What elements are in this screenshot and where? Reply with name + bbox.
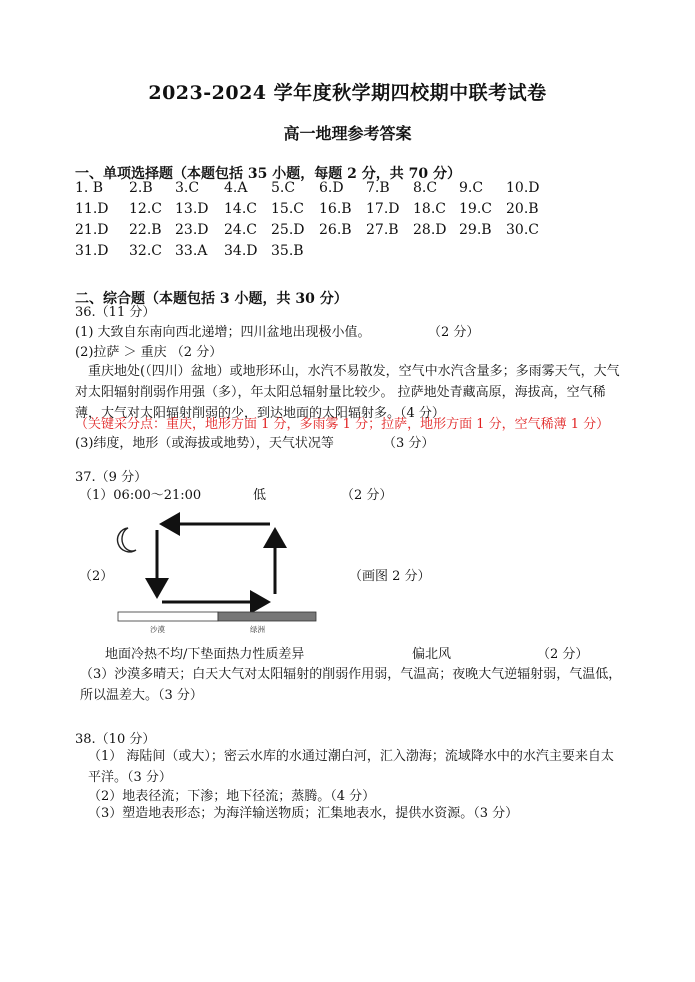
mc-answer: 2.B bbox=[129, 180, 153, 196]
q37-answer-2-text: 地面冷热不均/下垫面热力性质差异 bbox=[105, 647, 305, 662]
mc-answer: 11.D bbox=[75, 201, 109, 217]
oasis-label: 绿洲 bbox=[250, 625, 265, 634]
q36-answer-2: (2)拉萨 ＞ 重庆 （2 分） bbox=[75, 345, 223, 360]
part2-heading: 二、综合题（本题包括 3 小题，共 30 分） bbox=[75, 291, 348, 307]
mc-answer: 25.D bbox=[271, 222, 305, 238]
mc-answer: 15.C bbox=[271, 201, 304, 217]
q37-answer-2-label: （2） bbox=[79, 569, 114, 584]
q36-answer-3: (3)纬度，地形（或海拔或地势），天气状况等 bbox=[75, 436, 334, 451]
mc-answer: 3.C bbox=[175, 180, 200, 196]
q37-answer-1-label: （1）06:00～21:00 bbox=[79, 488, 202, 503]
mc-answer: 13.D bbox=[175, 201, 209, 217]
mc-answer: 30.C bbox=[506, 222, 539, 238]
q37-answer-1-score: （2 分） bbox=[341, 488, 393, 503]
part1-heading: 一、单项选择题（本题包括 35 小题，每题 2 分，共 70 分） bbox=[75, 166, 461, 182]
desert-ground bbox=[118, 612, 218, 621]
q38-title: 38.（10 分） bbox=[75, 732, 156, 747]
q37-answer-2-wind: 偏北风 bbox=[412, 647, 452, 662]
mc-answer: 5.C bbox=[271, 180, 296, 196]
oasis-ground bbox=[218, 612, 316, 621]
mc-answer: 4.A bbox=[224, 180, 248, 196]
mc-answer: 18.C bbox=[413, 201, 446, 217]
mc-answer: 21.D bbox=[75, 222, 109, 238]
q36-title: 36.（11 分） bbox=[75, 305, 156, 320]
crescent-moon-icon bbox=[118, 528, 136, 552]
mc-answer: 33.A bbox=[175, 243, 208, 259]
mc-answer: 9.C bbox=[459, 180, 484, 196]
desert-label: 沙漠 bbox=[150, 625, 165, 634]
mc-answer: 6.D bbox=[319, 180, 344, 196]
mc-answer: 1. B bbox=[75, 180, 104, 196]
mc-answer: 34.D bbox=[224, 243, 258, 259]
mc-answer: 14.C bbox=[224, 201, 257, 217]
mc-answer: 20.B bbox=[506, 201, 539, 217]
mc-answer: 24.C bbox=[224, 222, 257, 238]
mc-answer: 28.D bbox=[413, 222, 447, 238]
q37-answer-3: （3）沙漠多晴天；白天大气对太阳辐射的削弱作用弱，气温高；夜晚大气逆辐射弱，气温低，所以温差大。（3 分） bbox=[80, 667, 622, 703]
q36-answer-2-explanation: 重庆地处(（四川）盆地）或地形环山，水汽不易散发，空气中水汽含量多；多雨雾天气，大气对太阳辐射削弱作用强（多），年太阳总辐射量比较少。 拉萨地处青藏高原，海拔高，空气稀薄，大气对太阳辐射削弱的少，到达地面的太阳辐射多。（4 分） bbox=[75, 364, 620, 421]
mc-answer: 19.C bbox=[459, 201, 492, 217]
mc-answer: 10.D bbox=[506, 180, 540, 196]
mc-answer: 29.B bbox=[459, 222, 492, 238]
q36-answer-1: (1) 大致自东南向西北递增；四川盆地出现极小值。 bbox=[75, 325, 371, 340]
page-title: 2023-2024 学年度秋学期四校期中联考试卷 bbox=[148, 82, 547, 104]
mc-answer: 7.B bbox=[366, 180, 390, 196]
q38-answer-3: （3）塑造地表形态；为海洋输送物质；汇集地表水，提供水资源。（3 分） bbox=[88, 806, 519, 821]
mc-answer: 32.C bbox=[129, 243, 162, 259]
mc-answer: 16.B bbox=[319, 201, 352, 217]
circulation-diagram bbox=[110, 510, 325, 638]
page-subtitle: 高一地理参考答案 bbox=[283, 124, 412, 143]
mc-answer: 8.C bbox=[413, 180, 438, 196]
q37-answer-2-score: （画图 2 分） bbox=[349, 569, 431, 584]
q37-title: 37.（9 分） bbox=[75, 470, 148, 485]
mc-answer: 27.B bbox=[366, 222, 399, 238]
q36-key-points: （关键采分点：重庆，地形方面 1 分，多雨雾 1 分；拉萨，地形方面 1 分，空气稀薄 1 分） bbox=[75, 417, 610, 432]
mc-answer: 26.B bbox=[319, 222, 352, 238]
mc-answer: 22.B bbox=[129, 222, 162, 238]
q37-answer-2-text-score: （2 分） bbox=[537, 647, 589, 662]
mc-answer: 17.D bbox=[366, 201, 400, 217]
q36-answer-3-score: （3 分） bbox=[383, 436, 435, 451]
q38-answer-2: （2）地表径流；下渗；地下径流；蒸腾。（4 分） bbox=[88, 789, 376, 804]
mc-answer: 12.C bbox=[129, 201, 162, 217]
q36-answer-1-score: （2 分） bbox=[428, 325, 480, 340]
mc-answer: 35.B bbox=[271, 243, 304, 259]
mc-answer: 23.D bbox=[175, 222, 209, 238]
q37-answer-1-value: 低 bbox=[253, 488, 267, 503]
q38-answer-1: （1） 海陆间（或大）；密云水库的水通过潮白河，汇入渤海；流域降水中的水汽主要来自太平洋。（3 分） bbox=[88, 749, 614, 785]
mc-answer: 31.D bbox=[75, 243, 109, 259]
